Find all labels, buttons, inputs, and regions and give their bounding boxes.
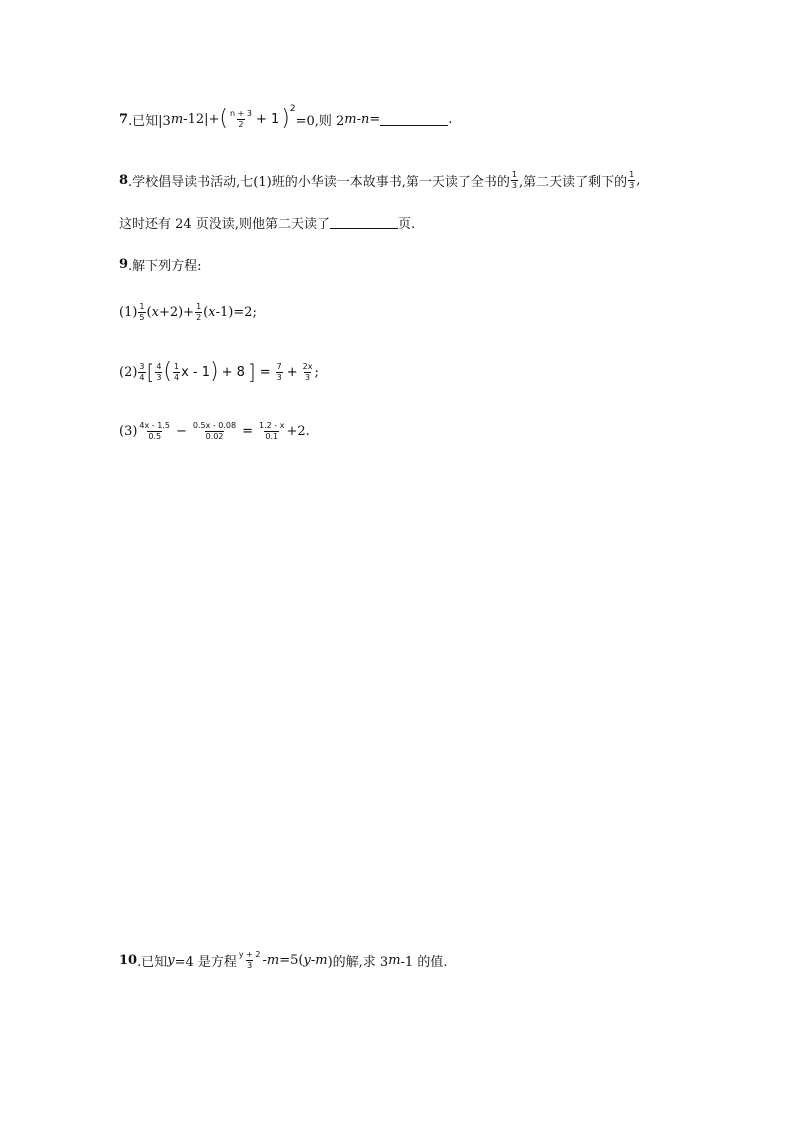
numerator: 1 xyxy=(174,361,180,371)
question-number: 9 xyxy=(119,257,129,272)
var-y: y xyxy=(167,953,175,968)
fraction xyxy=(238,951,262,970)
q7-text: . xyxy=(448,111,453,127)
q8-text: .学校倡导读书活动,七(1)班的小华读一本故事书,第一天读了全书的 xyxy=(128,175,510,190)
var-y: y xyxy=(303,953,311,968)
eq-text: ( xyxy=(146,305,152,320)
part-label: (3) xyxy=(119,424,138,439)
numerator: 1 xyxy=(629,170,635,179)
fraction xyxy=(155,363,162,382)
fraction xyxy=(138,303,145,322)
var-m: m xyxy=(170,111,184,127)
right-bracket: ] xyxy=(247,360,256,384)
q10-text: -1 的值. xyxy=(400,955,448,970)
numerator: 7 xyxy=(276,361,282,371)
q10-text: )的解,求 3 xyxy=(327,955,389,970)
equation-1 xyxy=(119,303,257,322)
q8-text: 页. xyxy=(397,217,416,232)
denominator: 3 xyxy=(156,372,162,382)
plus: + xyxy=(286,364,298,380)
q8-text: 这时还有 24 页没读,则他第二天读了 xyxy=(119,217,330,232)
equation-3 xyxy=(119,422,310,441)
fraction xyxy=(302,363,314,382)
denominator: 3 xyxy=(511,181,517,190)
denominator: 0.5 xyxy=(148,432,162,441)
minus: − xyxy=(175,424,187,439)
equals: = xyxy=(242,424,254,439)
question-number: 10 xyxy=(119,953,138,968)
part-label: (2) xyxy=(119,364,138,380)
q7-plus-one: + 1 xyxy=(255,111,280,127)
var-n: n xyxy=(361,111,370,127)
numerator: 1.2 - x xyxy=(259,421,285,430)
q8-text: , xyxy=(636,173,641,188)
q10-text: - xyxy=(262,953,267,968)
denominator: 4 xyxy=(139,372,145,382)
fraction xyxy=(192,422,237,441)
var-x: x xyxy=(208,305,216,320)
question-7 xyxy=(119,104,453,131)
exponent: 2 xyxy=(289,104,296,114)
q10-text: =4 是方程 xyxy=(174,955,237,970)
question-number: 7 xyxy=(119,111,129,127)
fraction xyxy=(258,422,285,441)
numerator: y + 2 xyxy=(238,950,261,959)
fraction xyxy=(628,171,635,190)
var-m: m xyxy=(344,111,357,127)
plus-eight: + 8 xyxy=(221,364,245,380)
q7-text: = xyxy=(369,111,381,127)
eq-text: ; xyxy=(314,364,319,380)
question-8-line-1 xyxy=(119,171,640,190)
q7-text: -12|+ xyxy=(183,111,220,127)
numerator: 2x xyxy=(302,361,313,371)
question-8-line-2 xyxy=(119,213,415,232)
q10-text: =5( xyxy=(279,953,304,968)
left-bracket: [ xyxy=(146,360,155,384)
denominator: 3 xyxy=(629,181,635,190)
question-9-title xyxy=(119,255,202,274)
denominator: 3 xyxy=(305,372,311,382)
q7-text: - xyxy=(356,111,361,127)
right-paren: ) xyxy=(281,106,290,131)
denominator: 0.1 xyxy=(265,432,279,441)
q8-text: ,第二天读了剩下的 xyxy=(518,175,628,190)
var-m: m xyxy=(388,953,401,968)
q7-text: .已知|3 xyxy=(128,113,171,129)
fraction xyxy=(276,363,283,382)
inner-expression: x - 1 xyxy=(181,364,211,380)
var-m: m xyxy=(266,953,280,968)
denominator: 3 xyxy=(276,372,282,382)
question-number: 8 xyxy=(119,173,129,188)
q10-text: - xyxy=(310,953,316,968)
var-m: m xyxy=(315,953,328,968)
numerator: 3 xyxy=(139,361,145,371)
numerator: 1 xyxy=(511,170,517,179)
denominator: 5 xyxy=(139,313,145,322)
answer-blank[interactable] xyxy=(380,113,448,126)
eq-text: ( xyxy=(203,305,209,320)
q10-text: .已知 xyxy=(137,955,168,970)
answer-blank[interactable] xyxy=(330,216,398,229)
q7-text: =0,则 2 xyxy=(295,113,345,129)
numerator: n + 3 xyxy=(229,108,252,118)
fraction xyxy=(173,363,180,382)
equation-2 xyxy=(119,361,319,383)
denominator: 2 xyxy=(196,313,202,322)
q9-title: .解下列方程: xyxy=(128,259,202,274)
fraction xyxy=(229,110,253,129)
part-label: (1) xyxy=(119,305,138,320)
numerator: 1 xyxy=(196,302,202,311)
eq-text: -1)=2; xyxy=(215,305,257,320)
eq-text: +2)+ xyxy=(158,305,195,320)
eq-text: +2. xyxy=(286,424,310,439)
var-x: x xyxy=(151,305,159,320)
equals: = xyxy=(259,364,271,380)
numerator: 4x - 1.5 xyxy=(139,421,170,430)
fraction xyxy=(138,363,145,382)
fraction xyxy=(511,171,518,190)
denominator: 3 xyxy=(247,961,253,970)
numerator: 1 xyxy=(139,302,145,311)
denominator: 4 xyxy=(174,372,180,382)
question-10 xyxy=(119,951,447,970)
numerator: 0.5x - 0.08 xyxy=(192,421,237,430)
fraction xyxy=(195,303,202,322)
fraction xyxy=(138,422,171,441)
denominator: 2 xyxy=(238,119,244,129)
left-paren: ( xyxy=(163,359,173,384)
right-paren: ) xyxy=(210,359,219,384)
denominator: 0.02 xyxy=(205,432,224,441)
left-paren: ( xyxy=(219,106,228,131)
numerator: 4 xyxy=(156,361,162,371)
